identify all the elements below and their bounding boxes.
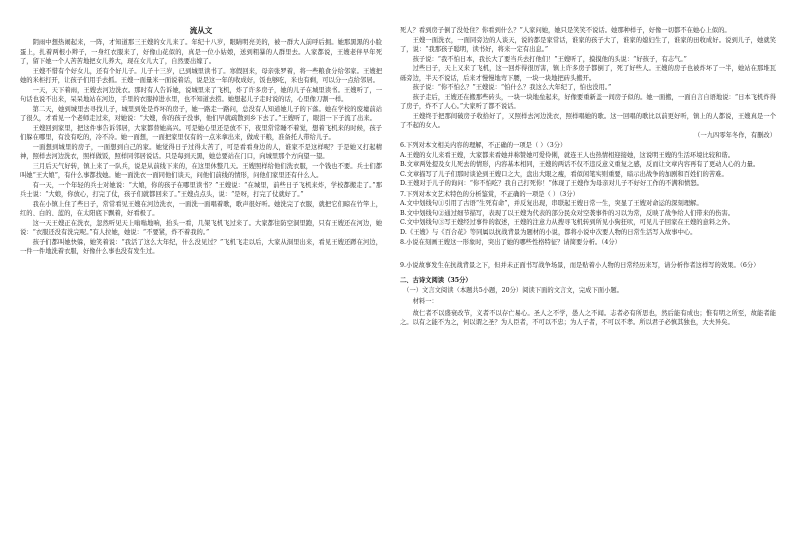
subsection-heading: （一）文言文阅读（本题共5小题，20分）阅读下面的文言文，完成下面小题。 — [403, 286, 623, 294]
question-7-option-b: B.文中划线句②通过细节描写，表现了以王嫂为代表的部分民众对空袭事件的习以为常，反映了战争给人们带来的伤害。 — [400, 209, 735, 217]
question-7-option-a: A.文中划线句①引用了古语“生死有命”，并反复出现，串联起王嫂日常一生，突显了王嫂对命运的深刻理解。 — [400, 200, 703, 207]
question-6-option-b: B.文章两处提及女儿死去的情形，内容基本相同，王嫂的两话不仅不违反意义重复之感，反而让文章内容再有了更动人心的力量。 — [400, 161, 760, 168]
story-signature: （一九四零年冬作，有删改） — [694, 131, 776, 139]
material-label: 材料一： — [412, 298, 438, 305]
question-7-stem: 7.下列对本文艺术特色的分析鉴赏，不正确的一项是（ ）（3分） — [400, 190, 579, 198]
right-column — [400, 26, 776, 328]
story-continuation: 王嫂终于把那间破房子收拾好了，又照样去河边洗衣，照样唱她的歌。这一回唱的歌比以前更好听，镇上的人都说，王嫂真是一个了不起的女人。 — [400, 112, 776, 129]
story-continuation: 过些日子，天上又来了飞机，这一回炸得很厉害，镇上许多房子都倒了，死了好些人。王嫂的房子也被炸坏了一半，她站在那堆瓦砾旁边，半天不说话，后来才慢慢地弯下腰，一块一块地把砖头搬开。 — [400, 65, 776, 82]
question-6-option-a: A.王嫂的女儿来看王嫂，大家都来看她并称赞她可爱伶俐，就连王人也热情相迎接她，这说明王嫂的生活环境比较和谐。 — [400, 151, 734, 159]
answer-space — [400, 248, 776, 260]
question-6-stem: 6.下列对本文相关内容的理解，不正确的一项是（ ）（3分） — [400, 142, 567, 149]
story-paragraph: 一面想到城里的房子，一面想到自己的家。她觉得日子过得太苦了，可是看看身边的人，谁家不是这样呢？于是她又打起精神，照样去河边洗衣，照样做饭，照样同邻居说话。只是每到天黑，她总要站在门口，向城里那个方向望一望。 — [20, 143, 382, 160]
story-paragraph: 王嫂回到家里，把这件事告诉邻居，大家都替她高兴。可是她心里还是放不下，夜里常常睡不着觉，想着飞机来的时候，孩子们躲在哪里，有没有吃的，冷不冷。她一面想，一面把家里仅有的一点米拿出来，做成干粮，准备托人带给儿子。 — [20, 124, 382, 141]
story-paragraph: 三月后天气好转，镇上来了一队兵，说是从前线下来的，在这里休整几天。王嫂照样给他们洗衣服，一个钱也不要。兵士们都叫她“王大娘”，有什么事都找她。她一面洗衣一面同他们谈天，问他们前线的情形，问他们家里还有什么人。 — [20, 162, 382, 179]
story-continuation: 孩子说：“你不怕么？”王嫂说：“怕什么？我这么大年纪了，怕也没用。” — [412, 84, 612, 91]
question-9: 9.小说故事发生在抗战背景之下，但并未正面书写战争场景，而是贴着小人物的日常经历来写，请分析作者这样写的效果。（6分） — [400, 261, 760, 269]
question-7-option-d: D.《王嫂》与《百合花》等同属以抗战背景为题材的小说，都将小说中次要人物的日常生活写入故事中心。 — [400, 228, 697, 236]
story-paragraph: 一天，天下着雨，王嫂去河边洗衣。那时有人告诉她，说城里来了飞机，炸了许多房子，她的儿子在城里读书。王嫂听了，一句话也说不出来，呆呆地站在河边，手里的衣服掉进水里，也不知道去捞。她想起儿子走时说的话，心里像刀割一样。 — [20, 86, 382, 103]
story-paragraph: 第二天，她到城里去寻找儿子，城里到处是炸坏的房子，她一路走一路问，总没有人知道她儿子的下落。她在学校的废墟前站了很久，才看见一个老师走过来，对她说：“大嫂，你的孩子没事，他们早就疏散到乡下去了。”王嫂听了，眼泪一下子流了出来。 — [20, 105, 382, 122]
question-7-option-c: C.文中划线句③写王嫂经过事件的叙述，王嫂的注意力从搜寻飞机转到所见小狗狂吠，可见儿子回家在王嫂的意料之外。 — [400, 219, 735, 226]
story-paragraph: 我在小镇上住了些日子，常常看见王嫂在河边洗衣，一面洗一面唱着歌，歌声很好听。她洗完了衣服，就把它们晾在竹竿上，红的、白的、蓝的，在太阳底下飘着，好看极了。 — [20, 200, 382, 217]
story-continuation: 死人？看到房子倒了没处住？你看到什么？”人家问她，她只是笑笑不说话。她那种样子，好像一切都不在她心上似的。 — [400, 27, 731, 34]
story-title: 流从文 — [189, 26, 213, 35]
story-continuation: 孩子说：“我不怕日本，我长大了要当兵去打他们！”王嫂听了，摸摸他的头说：“好孩子，有志气。” — [412, 55, 687, 63]
story-continuation: 孩子走后，王嫂还在搬那些砖头，一块一块地垒起来，好像要重新盖一间房子似的。她一面搬，一面自言自语地说：“日本飞机炸得了房子，炸不了人心。”大家听了都不说话。 — [400, 93, 776, 110]
material-text: 故仁者不以盛衰改节，义者不以存亡易心。圣人之不学，愚人之不闻。志者必有所思也，然后能有成也；惟有明之所至，故能者能之。以有之能不为之，何以谓之圣？为人臣者，不可以不忠；为人子者，不可以不孝。所以君子必慎其独也，大夫异矣。 — [400, 309, 776, 326]
story-paragraph: 有一天，一个年轻的兵士对她说：“大娘，你的孩子在哪里读书？”王嫂说：“在城里，前些日子飞机来炸，学校都搬走了。”那兵士说：“大娘，你放心，打完了仗，孩子们就都回来了。”王嫂点点头，说：“是呀，打完了仗就好了。” — [20, 181, 382, 198]
left-column — [20, 26, 382, 257]
question-6-option-d: D.王嫂对于儿子的询问：“你不怕吃？我自己打死你！”体现了王嫂作为母亲对儿子不好好工作的不满和愤怒。 — [400, 180, 703, 187]
question-8: 8.小说在刻画王嫂这一形象时，突出了她的哪些性格特征？请简要分析。（4分） — [400, 239, 621, 246]
story-continuation: 王嫂一面洗衣，一面同旁边的人谈天，说的都是家常话，谁家的孩子大了，谁家的媳妇生了，谁家的田收成好。说到儿子，她就笑了，说：“我那孩子聪明，读书好，将来一定有出息。” — [400, 36, 776, 53]
story-paragraph: 王嫂不惜有个好女儿，还有个好儿子。儿子十三岁，已到城里读书了。寒假回来，母亲张罗着，将一些粮食分给邻家。王嫂把她的米柜打开，让孩子们用手去抓。王嫂一面量米一面说着话，说是这一年的收成好，饭也够吃，米也有剩，可以分一点给邻居。 — [20, 67, 382, 84]
story-paragraph: 阴雨中想热闹起来，一阵，才知道那三王嫂的女儿来了。年纪十八岁，眼睛明亮美的，被一群大人前呼后拥。她那黑黑的小脸蛋上，扎着两根小辫子，一身红衣服来了，好像山花似的，真是一位小姑娘，送到粗暴的人群里去。人家都说，王嫂老伴早年死了，留下她一个人苦苦地把女儿养大，现在女儿大了，自然要出嫁了。 — [20, 39, 382, 65]
story-paragraph: 孩子们都叫她快躲，她笑着说：“我活了这么大年纪，什么没见过？”飞机飞走以后，大家从洞里出来，看见王嫂还蹲在河边，一件一件地洗着衣服，好像什么事也没有发生过。 — [20, 238, 382, 255]
section-heading: 二、古诗文阅读（35分） — [400, 277, 472, 284]
question-6-option-c: C.文章描写了儿子们那时谈论到王嫂口之大，盘出大眼之瘦，看似闲笔实则重要，暗示出战争的加剧和百姓们的苦难。 — [400, 170, 728, 178]
story-paragraph: 这一天王嫂正在洗衣，忽然听见天上嗡嗡地响，抬头一看，几架飞机飞过来了。大家都往防空洞里跑，只有王嫂还在河边，她说：“衣服还没有洗完呢。”有人拉她，她说：“不要紧，炸不着我的。” — [20, 219, 382, 236]
